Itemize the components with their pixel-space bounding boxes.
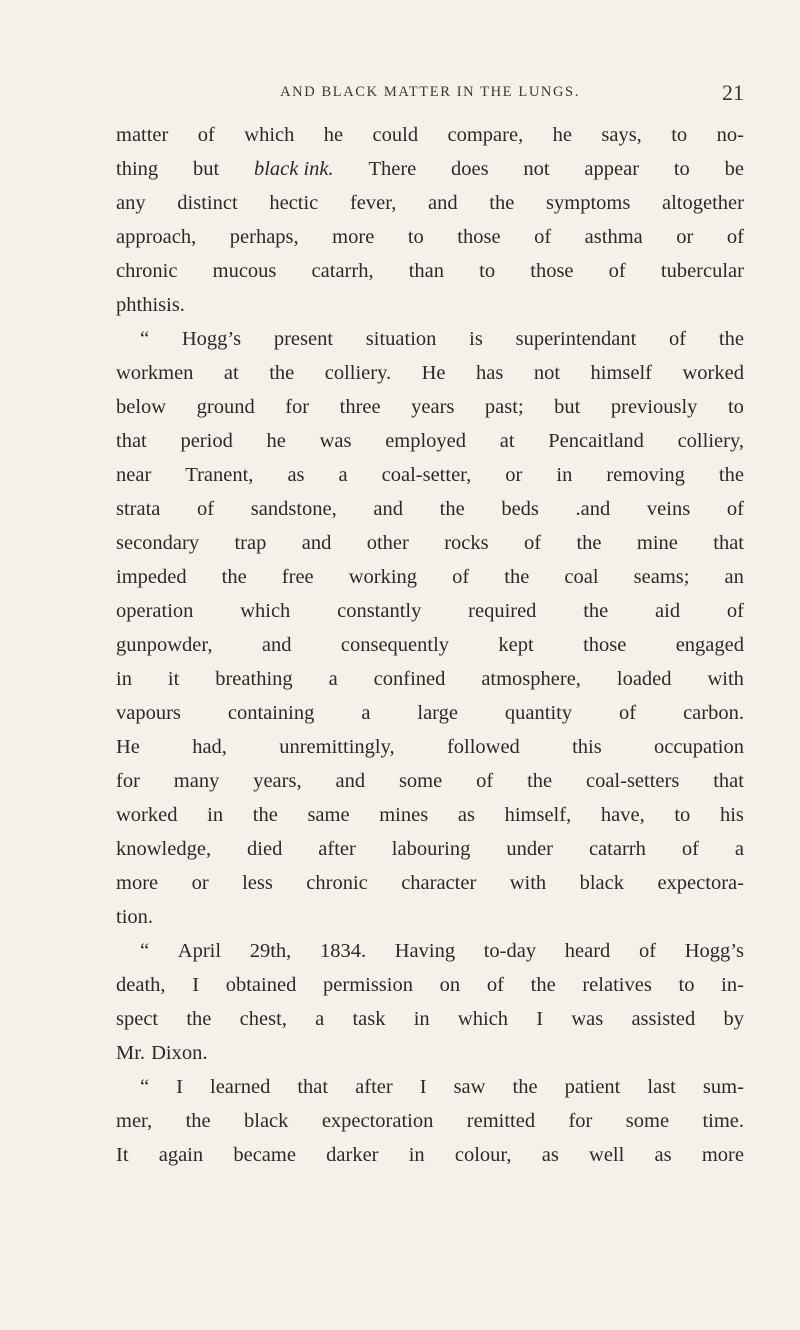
word: that [116, 430, 147, 452]
word: veins [646, 498, 691, 520]
word: altogether [661, 192, 744, 214]
word: to [674, 804, 691, 826]
word: of [197, 124, 215, 146]
text-line [116, 220, 744, 254]
word: catarrh, [311, 260, 374, 282]
word: as [541, 1144, 559, 1166]
text-line [116, 492, 744, 526]
word: in [408, 1144, 425, 1166]
word: near [116, 464, 152, 486]
word: time. [702, 1110, 744, 1132]
word: that [713, 532, 744, 554]
word: task [352, 1008, 386, 1030]
text-line [116, 900, 744, 934]
word: followed [446, 736, 520, 758]
word: he [323, 124, 344, 146]
word: saw [453, 1076, 486, 1098]
word: colliery, [677, 430, 744, 452]
word: after [318, 838, 356, 860]
word: death, [116, 974, 166, 996]
word: to [671, 124, 688, 146]
text-line [116, 288, 744, 322]
text-line [116, 254, 744, 288]
word: patient [564, 1076, 621, 1098]
word: and [428, 192, 458, 214]
word: that [297, 1076, 329, 1098]
word: or [676, 226, 694, 248]
text-line [116, 798, 744, 832]
word: on [439, 974, 461, 996]
text-line [116, 152, 744, 186]
word: the [504, 566, 530, 588]
word: the [718, 464, 744, 486]
word: the [527, 770, 553, 792]
word: he [552, 124, 572, 146]
text-line [116, 1138, 744, 1172]
word: any [116, 192, 146, 214]
word: which [240, 600, 291, 622]
word: removing [606, 464, 685, 486]
word: consequently [340, 634, 450, 656]
word: approach, [116, 226, 197, 248]
word: coal-setter, [381, 464, 472, 486]
word: “ [140, 1076, 150, 1098]
word: occupation [654, 736, 744, 758]
text-line [116, 628, 744, 662]
word: below [116, 396, 167, 418]
word: be [724, 158, 744, 180]
word: unremittingly, [279, 736, 395, 758]
word: in [207, 804, 224, 826]
word: for [568, 1110, 593, 1132]
word: workmen [116, 362, 194, 384]
word: matter [116, 124, 169, 146]
word: well [589, 1144, 625, 1166]
word: in [413, 1008, 430, 1030]
word: compare, [447, 124, 524, 146]
word: and [301, 532, 332, 554]
word: seams; [633, 566, 690, 588]
word: aid [655, 600, 681, 622]
word: to-day [483, 940, 537, 962]
word: other [366, 532, 409, 554]
text-line [116, 424, 744, 458]
word: to [727, 396, 744, 418]
word: less [242, 872, 273, 894]
word: coal [564, 566, 599, 588]
word: more [332, 226, 375, 248]
text-line [116, 764, 744, 798]
word: by [723, 1008, 744, 1030]
text-line [116, 118, 744, 152]
word: more [116, 872, 159, 894]
text-line [116, 1002, 744, 1036]
word: last [647, 1076, 676, 1098]
word: the [186, 1008, 212, 1030]
text-line [116, 1104, 744, 1138]
word: I [192, 974, 200, 996]
word: previously [610, 396, 698, 418]
word: to [407, 226, 424, 248]
word: constantly [337, 600, 422, 622]
word: that [713, 770, 744, 792]
word: vapours [116, 702, 181, 724]
word: required [468, 600, 537, 622]
word: of [197, 498, 215, 520]
word: phthisis. [116, 294, 185, 316]
word: years [411, 396, 455, 418]
word: working [348, 566, 418, 588]
word: 1834. [319, 940, 367, 962]
word: quantity [504, 702, 573, 724]
word: have, [600, 804, 645, 826]
word: rocks [444, 532, 489, 554]
word: spect [116, 1008, 159, 1030]
word: not [523, 158, 550, 180]
word: or [191, 872, 209, 894]
word: in [556, 464, 573, 486]
word: in [116, 668, 132, 690]
word: mucous [212, 260, 277, 282]
word: symptoms [546, 192, 631, 214]
word: containing [227, 702, 315, 724]
word: darker [326, 1144, 379, 1166]
word: There [368, 158, 417, 180]
word: and [261, 634, 292, 656]
word: assisted [631, 1008, 696, 1030]
text-line [116, 866, 744, 900]
text-line [116, 1036, 744, 1070]
word: as [287, 464, 305, 486]
word: fever, [349, 192, 397, 214]
text-line [116, 934, 744, 968]
word: as [457, 804, 475, 826]
word: learned [210, 1076, 271, 1098]
word: the [185, 1110, 211, 1132]
word: sum- [702, 1076, 744, 1098]
word: “ [140, 328, 150, 350]
word: had, [192, 736, 227, 758]
word: superintendant [515, 328, 637, 350]
word: gunpowder, [116, 634, 213, 656]
word: of [524, 532, 542, 554]
word: trap [234, 532, 267, 554]
word: himself, [504, 804, 572, 826]
word: those [530, 260, 574, 282]
word: beds [501, 498, 539, 520]
word: period [180, 430, 233, 452]
word: not [533, 362, 561, 384]
word: of [452, 566, 470, 588]
word: of [608, 260, 626, 282]
text-line [116, 730, 744, 764]
word: those [583, 634, 627, 656]
word: in- [721, 974, 744, 996]
word: kept [498, 634, 534, 656]
word: 29th, [249, 940, 292, 962]
word: secondary [116, 532, 200, 554]
text-line [116, 322, 744, 356]
word: a [338, 464, 348, 486]
word: at [499, 430, 515, 452]
word: which [244, 124, 295, 146]
text-line [116, 458, 744, 492]
word: of [619, 702, 637, 724]
word: the [512, 1076, 538, 1098]
word: I [419, 1076, 427, 1098]
word: a [734, 838, 744, 860]
text-line [116, 968, 744, 1002]
word: breathing [215, 668, 293, 690]
word: his [719, 804, 744, 826]
word: distinct [177, 192, 238, 214]
word: perhaps, [229, 226, 299, 248]
word: black [579, 872, 625, 894]
word: an [724, 566, 744, 588]
word: character [401, 872, 477, 894]
word: expectoration [321, 1110, 434, 1132]
word: situation [365, 328, 437, 350]
word: free [281, 566, 314, 588]
word: of [534, 226, 552, 248]
word: present [273, 328, 334, 350]
word: himself [590, 362, 653, 384]
word: the [718, 328, 744, 350]
text-line [116, 1070, 744, 1104]
word: has [476, 362, 504, 384]
word: this [572, 736, 602, 758]
word: colliery. [324, 362, 392, 384]
word: says, [601, 124, 642, 146]
word: to [678, 974, 695, 996]
word: for [285, 396, 310, 418]
word: the [221, 566, 247, 588]
word: became [233, 1144, 296, 1166]
text-line [116, 832, 744, 866]
word: loaded [616, 668, 672, 690]
word: is [469, 328, 483, 350]
word: of [638, 940, 657, 962]
word: Hogg’s [181, 328, 242, 350]
word: some [625, 1110, 670, 1132]
word: same [307, 804, 350, 826]
text-line [116, 696, 744, 730]
word: He [116, 736, 140, 758]
word: mines [379, 804, 429, 826]
word: a [361, 702, 371, 724]
text-line [116, 594, 744, 628]
word: many [173, 770, 220, 792]
word: He [421, 362, 446, 384]
word: April [177, 940, 222, 962]
text-line [116, 356, 744, 390]
text-line [116, 526, 744, 560]
word: to [673, 158, 690, 180]
word: of [486, 974, 504, 996]
word: colour, [454, 1144, 512, 1166]
word: impeded [116, 566, 187, 588]
word: atmosphere, [481, 668, 581, 690]
text-line [116, 186, 744, 220]
word: no- [716, 124, 744, 146]
word: past; [484, 396, 524, 418]
word: of [726, 226, 744, 248]
word: Pencaitland [548, 430, 644, 452]
word: the [489, 192, 515, 214]
word: he [266, 430, 286, 452]
word: employed [385, 430, 467, 452]
word: black ink. [253, 158, 334, 180]
word: at [223, 362, 239, 384]
word: than [408, 260, 445, 282]
word: of [726, 600, 744, 622]
text-line [116, 390, 744, 424]
word: mine [636, 532, 678, 554]
word: large [417, 702, 458, 724]
word: the [269, 362, 295, 384]
word: .and [575, 498, 611, 520]
word: the [439, 498, 465, 520]
word: asthma [584, 226, 643, 248]
word: for [116, 770, 140, 792]
word: thing [116, 158, 159, 180]
word: three [339, 396, 381, 418]
word: labouring [391, 838, 471, 860]
word: was [571, 1008, 604, 1030]
word: tion. [116, 906, 154, 928]
word: Dixon. [151, 1042, 208, 1064]
word: more [701, 1144, 744, 1166]
word: chronic [306, 872, 368, 894]
word: sandstone, [250, 498, 337, 520]
word: obtained [225, 974, 297, 996]
word: It [116, 1144, 129, 1166]
word: worked [116, 804, 178, 826]
word: strata [116, 498, 161, 520]
word: ground [196, 396, 255, 418]
word: the [530, 974, 556, 996]
word: under [506, 838, 553, 860]
word: years, [253, 770, 302, 792]
word: chest, [239, 1008, 287, 1030]
word: chronic [116, 260, 178, 282]
word: of [681, 838, 699, 860]
word: confined [373, 668, 446, 690]
word: to [479, 260, 496, 282]
word: of [476, 770, 494, 792]
word: carbon. [683, 702, 744, 724]
word: the [252, 804, 278, 826]
text-line [116, 662, 744, 696]
text-line [116, 560, 744, 594]
word: of [669, 328, 687, 350]
word: a [328, 668, 338, 690]
word: the [576, 532, 602, 554]
page-header [116, 80, 744, 114]
word: black [244, 1110, 289, 1132]
word: as [654, 1144, 672, 1166]
word: Hogg’s [684, 940, 744, 962]
word: could [372, 124, 419, 146]
word: it [167, 668, 180, 690]
word: but [554, 396, 581, 418]
body-text [116, 118, 744, 1172]
word: which [457, 1008, 509, 1030]
word: coal-setters [585, 770, 680, 792]
word: and [335, 770, 366, 792]
word: the [583, 600, 609, 622]
word: those [457, 226, 501, 248]
word: some [398, 770, 443, 792]
word: remitted [466, 1110, 536, 1132]
word: “ [140, 940, 150, 962]
word: I [176, 1076, 183, 1098]
word: Mr. [116, 1042, 146, 1064]
word: with [707, 668, 744, 690]
word: hectic [269, 192, 319, 214]
word: engaged [675, 634, 744, 656]
word: operation [116, 600, 194, 622]
word: I [536, 1008, 544, 1030]
word: after [355, 1076, 393, 1098]
word: again [158, 1144, 204, 1166]
word: died [247, 838, 283, 860]
word: expectora- [657, 872, 744, 894]
word: relatives [582, 974, 652, 996]
word: of [726, 498, 744, 520]
word: a [315, 1008, 325, 1030]
word: was [319, 430, 352, 452]
word: with [509, 872, 547, 894]
word: or [505, 464, 523, 486]
word: tubercular [660, 260, 744, 282]
word: catarrh [588, 838, 646, 860]
word: but [192, 158, 220, 180]
word: permission [323, 974, 413, 996]
word: Tranent, [185, 464, 254, 486]
word: knowledge, [116, 838, 212, 860]
word: does [451, 158, 489, 180]
page-number: 21 [722, 80, 744, 105]
word: Having [394, 940, 456, 962]
word: heard [564, 940, 611, 962]
running-head: AND BLACK MATTER IN THE LUNGS. [280, 84, 580, 100]
word: mer, [116, 1110, 153, 1132]
word: and [373, 498, 403, 520]
word: worked [682, 362, 744, 384]
word: appear [584, 158, 640, 180]
